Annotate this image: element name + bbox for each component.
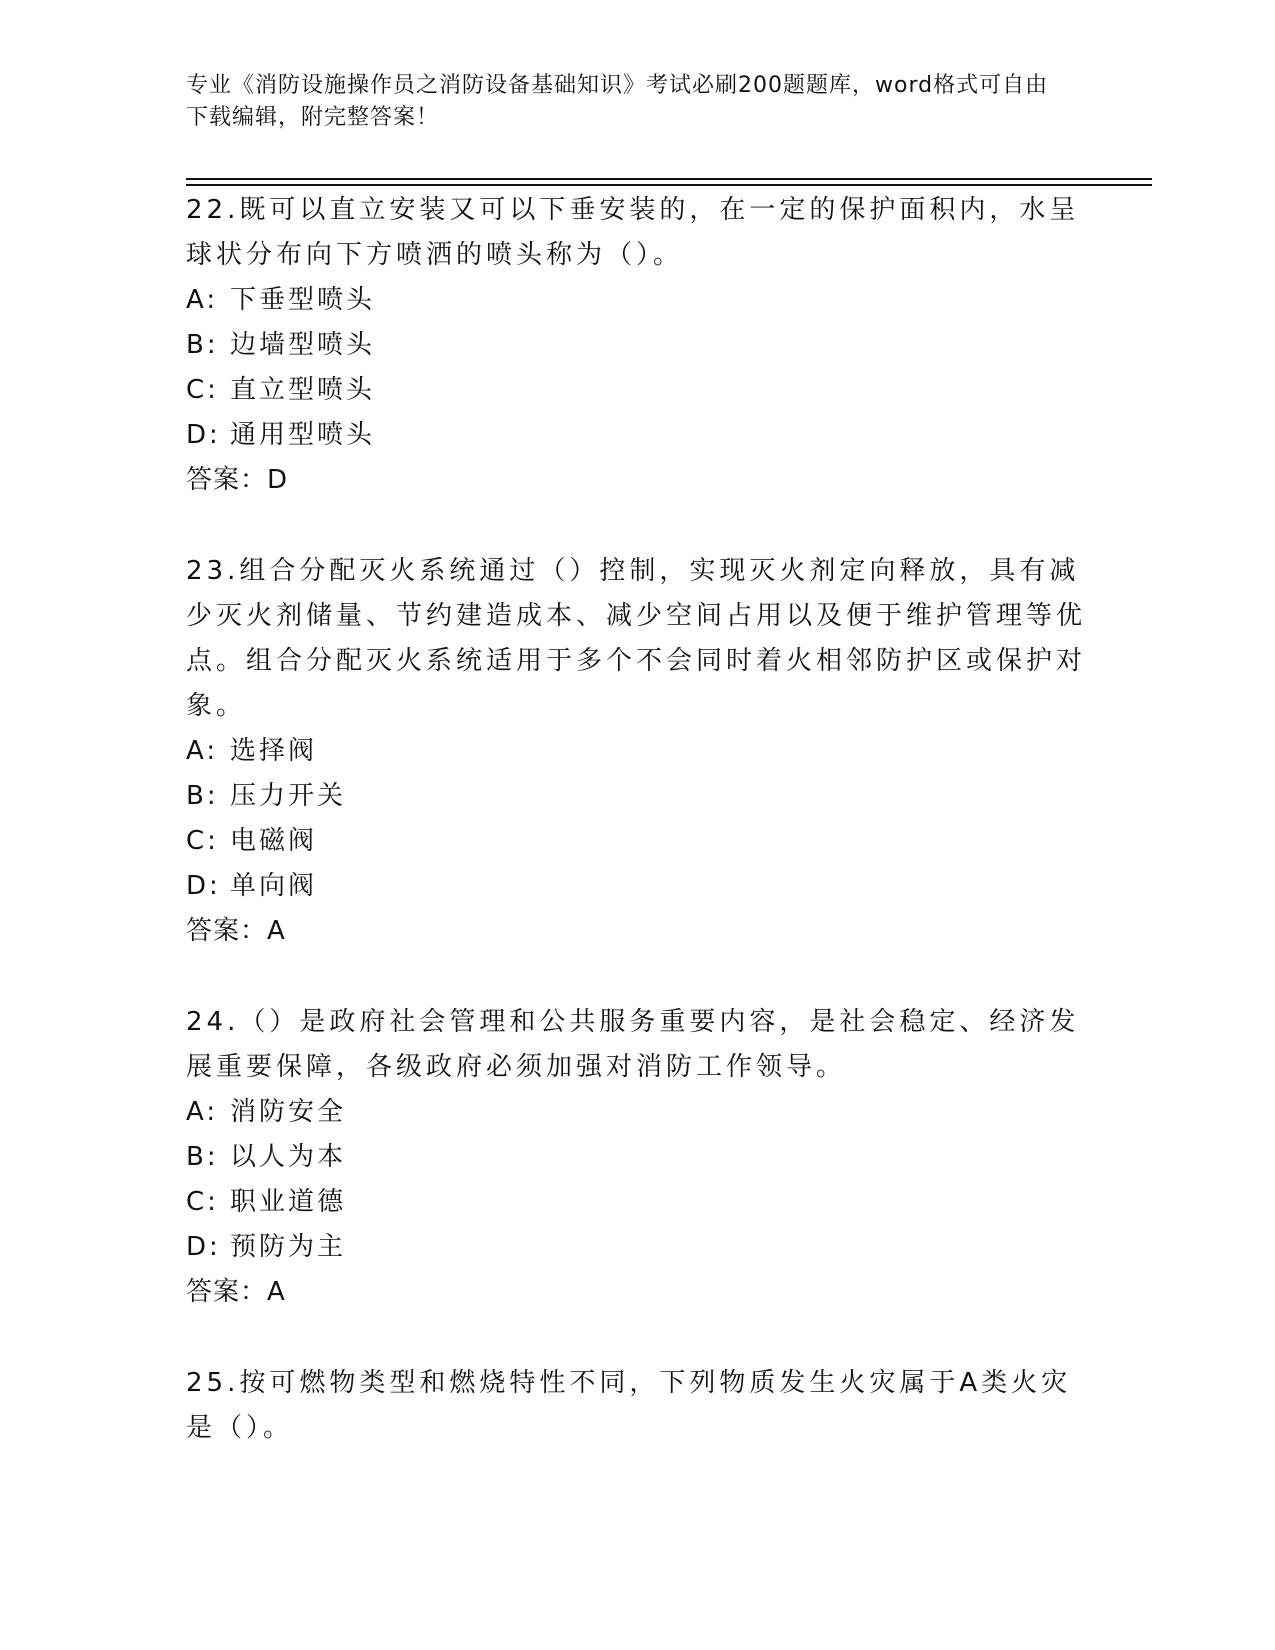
option-text: 职业道德 xyxy=(230,1187,347,1217)
option-b xyxy=(186,774,1086,819)
option-text: 选择阀 xyxy=(230,736,318,766)
option-c xyxy=(186,1180,1086,1225)
option-text: 压力开关 xyxy=(230,781,347,811)
option-text: 直立型喷头 xyxy=(230,375,376,405)
answer-line: 答案：A xyxy=(186,1277,286,1307)
question-stem: 23.组合分配灭火系统通过（）控制，实现灭火剂定向释放，具有减少灭火剂储量、节约建造成本、减少空间占用以及便于维护管理等优点。组合分配灭火系统适用于多个不会同时着火相邻防护区或保护对象。 xyxy=(186,556,1087,721)
question-list xyxy=(186,188,1086,1497)
option-text: 预防为主 xyxy=(230,1232,347,1262)
option-key: A: xyxy=(186,1097,219,1127)
option-d xyxy=(186,413,1086,458)
option-key: C: xyxy=(186,1187,219,1217)
option-b xyxy=(186,323,1086,368)
option-c xyxy=(186,368,1086,413)
answer-line: 答案：D xyxy=(186,465,289,495)
option-a xyxy=(186,1090,1086,1135)
question-stem: 22.既可以直立安装又可以下垂安装的，在一定的保护面积内，水呈球状分布向下方喷洒的喷头称为（）。 xyxy=(186,195,1080,270)
option-b xyxy=(186,1135,1086,1180)
question-23 xyxy=(186,549,1086,954)
question-stem: 25.按可燃物类型和燃烧特性不同，下列物质发生火灾属于A类火灾是（）。 xyxy=(186,1368,1072,1443)
option-text: 单向阀 xyxy=(230,871,318,901)
option-key: C: xyxy=(186,826,219,856)
header-divider-bottom xyxy=(186,184,1152,186)
option-text: 下垂型喷头 xyxy=(230,285,376,315)
option-key: A: xyxy=(186,285,219,315)
question-22 xyxy=(186,188,1086,503)
option-text: 通用型喷头 xyxy=(230,420,376,450)
option-key: D: xyxy=(186,1232,221,1262)
option-text: 以人为本 xyxy=(230,1142,347,1172)
option-key: D: xyxy=(186,420,221,450)
question-24 xyxy=(186,1000,1086,1315)
option-key: A: xyxy=(186,736,219,766)
option-key: B: xyxy=(186,330,219,360)
question-stem: 24.（）是政府社会管理和公共服务重要内容，是社会稳定、经济发展重要保障，各级政府必须加强对消防工作领导。 xyxy=(186,1007,1080,1082)
answer-line: 答案：A xyxy=(186,916,286,946)
option-c xyxy=(186,819,1086,864)
option-key: B: xyxy=(186,1142,219,1172)
document-header: 专业《消防设施操作员之消防设备基础知识》考试必刷200题题库，word格式可自由下载编辑，附完整答案！ xyxy=(186,73,1049,130)
header-divider-top xyxy=(186,178,1152,180)
question-25 xyxy=(186,1361,1086,1451)
option-key: B: xyxy=(186,781,219,811)
option-a xyxy=(186,729,1086,774)
option-text: 电磁阀 xyxy=(230,826,318,856)
option-key: D: xyxy=(186,871,221,901)
option-text: 边墙型喷头 xyxy=(230,330,376,360)
option-text: 消防安全 xyxy=(230,1097,347,1127)
option-key: C: xyxy=(186,375,219,405)
option-d xyxy=(186,864,1086,909)
option-a xyxy=(186,278,1086,323)
option-d xyxy=(186,1225,1086,1270)
